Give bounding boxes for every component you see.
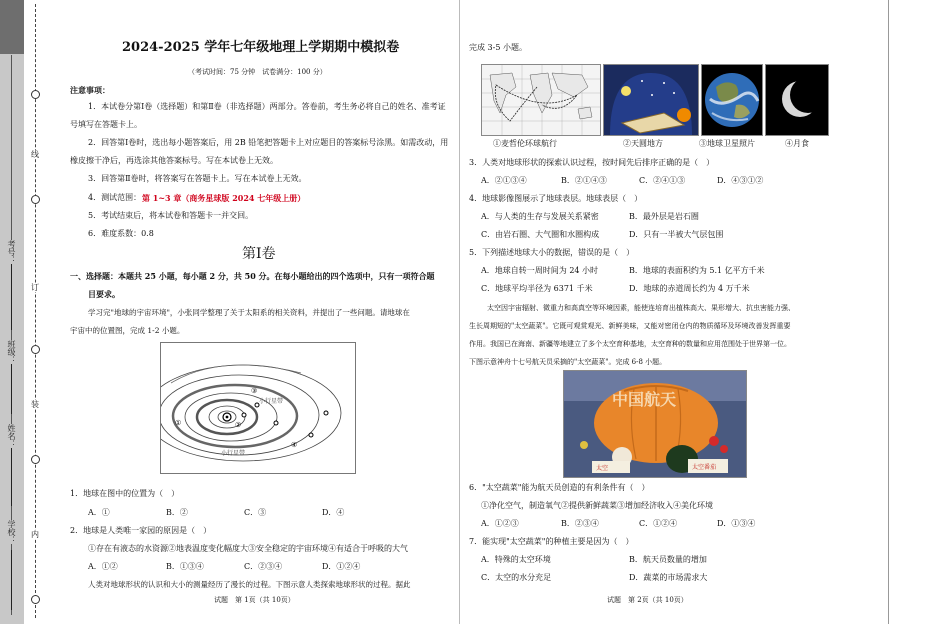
question-1: 1．地球在图中的位置为（ ）: [70, 489, 180, 498]
planet-marker: [242, 413, 246, 417]
binding-ring: [31, 455, 40, 464]
q5-option[interactable]: A．地球自转一周时间为 24 小时: [481, 266, 599, 275]
solar-system-figure: [160, 342, 356, 474]
seal-char: 订: [31, 283, 39, 292]
q6-option[interactable]: B．②③④: [561, 519, 599, 528]
exam-number-label: 考号：: [7, 240, 16, 264]
q2-option[interactable]: B．①③④: [166, 562, 204, 571]
q5-option[interactable]: C．地球平均半径为 6371 千米: [481, 284, 593, 293]
q2-option[interactable]: D．①②④: [322, 562, 361, 571]
binding-ring: [31, 595, 40, 604]
q4-option[interactable]: C．由岩石圈、大气圈和水圈构成: [481, 230, 600, 239]
section-intro: 目要求。: [88, 289, 120, 299]
class-label: 班级：: [7, 340, 16, 364]
notice-line: 5．考试结束后，将本试卷和答题卡一并交回。: [88, 211, 254, 220]
seal-char: 线: [31, 150, 39, 159]
image-caption: ③地球卫星照片: [699, 139, 755, 148]
q6-option[interactable]: C．①②④: [639, 519, 678, 528]
produce-tag: 太空番茄: [692, 464, 717, 471]
fig-label: ②: [235, 421, 242, 429]
q1-option[interactable]: A．①: [88, 508, 110, 517]
earth-satellite-photo: [701, 64, 763, 136]
class-line: [11, 364, 12, 414]
fig-label: 小行星带: [259, 398, 284, 405]
image-caption: ①麦哲伦环球航行: [493, 139, 557, 148]
notice-line: 橡皮擦干净后，再选涂其他答案标号。写在本试卷上无效。: [70, 156, 278, 165]
q7-option[interactable]: C．太空的水分充足: [481, 573, 552, 582]
notice-line: 号填写在答题卡上。: [70, 120, 142, 129]
question-3: 3．人类对地球形状的探索认识过程，按时间先后排序正确的是（ ）: [469, 158, 715, 167]
passage-text: 宇宙中的位置图，完成 1-2 小题。: [70, 326, 185, 335]
q1-option[interactable]: B．②: [166, 508, 188, 517]
fig-label: ①: [175, 419, 182, 427]
q2-option[interactable]: A．①②: [88, 562, 118, 571]
notice-line: 6．难度系数：0.8: [88, 229, 154, 238]
q1-option[interactable]: D．④: [322, 508, 345, 517]
q7-option[interactable]: A．特殊的太空环境: [481, 555, 551, 564]
passage-text: 学习完"地球的宇宙环境"，小张同学整理了关于太阳系的相关资料，并提出了一些问题。请地球在: [88, 308, 410, 317]
page-footer: 试题 第 1页（共 10页）: [214, 596, 295, 604]
passage-text: 太空因宇宙辐射、微重力和高真空等环境因素，能使连培育出植株高大、果形增大、抗虫害能力强、: [487, 304, 795, 312]
pumpkin-carving-text: 中国航天: [612, 390, 677, 409]
question-5: 5．下列描述地球大小的数据，错误的是（ ）: [469, 248, 635, 257]
q3-option[interactable]: A．②①③④: [481, 176, 527, 185]
q2-stem: ①存在有液态的水资源②地表温度变化幅度大③安全稳定的宇宙环境④有适合于呼吸的大气: [88, 544, 408, 553]
q2-option[interactable]: C．②③④: [244, 562, 283, 571]
test-scope: 第 1~3 章（商务星球版 2024 七年级上册）: [142, 193, 306, 203]
q4-option[interactable]: B．最外层是岩石圈: [629, 212, 699, 221]
name-label: 姓名：: [7, 424, 16, 448]
section-title: 第Ⅰ卷: [242, 246, 276, 262]
section-intro: 一、选择题：本题共 25 小题，每小题 2 分，共 50 分。在每小题给出的四个选项中，只有一项符合题: [70, 271, 435, 281]
question-7: 7．能实现"太空蔬菜"的种植主要是因为（ ）: [469, 537, 634, 546]
exam-number-line: [11, 264, 12, 330]
produce-tag: 太空: [596, 465, 609, 472]
q3-option[interactable]: B．②①④③: [561, 176, 607, 185]
notice-line: 1．本试卷分第Ⅰ卷（选择题）和第Ⅱ卷（非选择题）两部分。答卷前，考生务必将自己的姓名、准考证: [88, 102, 446, 111]
seal-char: 内: [31, 530, 39, 539]
round-sky-square-earth-image: [603, 64, 699, 136]
passage-text: 作用。我国已在海南、新疆等地建立了多个太空育种基地，太空育种的数量和应用范围处于世界第一位。: [469, 340, 791, 348]
q5-option[interactable]: D．地球的赤道周长约为 4 万千米: [629, 284, 750, 293]
question-4: 4．地球影像图展示了地球表层。地球表层（ ）: [469, 194, 643, 203]
lead-text: 完成 3-5 小题。: [469, 43, 527, 52]
q7-option[interactable]: B．航天员数量的增加: [629, 555, 707, 564]
seal-char: 装: [31, 400, 39, 409]
q1-option[interactable]: C．③: [244, 508, 267, 517]
name-line: [11, 448, 12, 506]
binding-ring: [31, 195, 40, 204]
question-2: 2．地球是人类唯一家园的原因是（ ）: [70, 526, 212, 535]
q3-option[interactable]: D．④③①②: [717, 176, 764, 185]
q7-option[interactable]: D．蔬菜的市场需求大: [629, 573, 708, 582]
q6-option[interactable]: A．①②③: [481, 519, 519, 528]
q4-option[interactable]: A．与人类的生存与发展关系紧密: [481, 212, 599, 221]
school-label: 学校：: [7, 520, 16, 544]
page-divider: [459, 0, 460, 624]
notice-line: 3．回答第Ⅱ卷时，将答案写在答题卡上。写在本试卷上无效。: [88, 174, 307, 183]
notice-heading: 注意事项：: [70, 85, 110, 95]
question-6: 6．"太空蔬菜"能为航天员创造的有利条件有（ ）: [469, 483, 650, 492]
q6-option[interactable]: D．①③④: [717, 519, 756, 528]
image-caption: ②天圆地方: [623, 139, 663, 148]
planet-marker: [274, 421, 278, 425]
solar-system-diagram: [161, 343, 355, 473]
school-line: [11, 550, 12, 610]
fig-label: ④: [291, 441, 298, 449]
image-caption: ④月食: [785, 139, 809, 148]
planet-marker: [309, 433, 313, 437]
planet-marker: [324, 411, 328, 415]
magellan-voyage-map: [481, 64, 601, 136]
passage-text: 人类对地球形状的认识和大小的测量经历了漫长的过程。下图示意人类探索地球形状的过程。据此: [88, 580, 411, 589]
space-vegetable-photo: [563, 370, 747, 478]
q6-stem: ①净化空气，制造氧气②提供新鲜蔬菜③增加经济收入④美化环境: [481, 501, 713, 510]
binding-ring: [31, 90, 40, 99]
passage-text: 生长周期短的"太空蔬菜"。它既可观赏观光、新鲜美味，又能对密闭仓内的物质循环及环境改善发挥重要: [469, 322, 791, 330]
page-right-edge: [888, 0, 889, 624]
q4-option[interactable]: D．只有一半被大气层包围: [629, 230, 724, 239]
page-footer: 试题 第 2页（共 10页）: [607, 596, 688, 604]
exam-meta: （考试时间：75 分钟 试卷满分：100 分）: [188, 68, 327, 76]
notice-line: 4．测试范围：: [88, 193, 142, 202]
q3-option[interactable]: C．②④①③: [639, 176, 686, 185]
lunar-eclipse-photo: [765, 64, 829, 136]
notice-line: 2．回答第Ⅰ卷时，选出每小题答案后，用 2B 铅笔把答题卡上对应题目的答案标号涂黑。如需改动，用: [88, 138, 449, 147]
fig-label: ③: [251, 387, 258, 395]
q5-option[interactable]: B．地球的表面积约为 5.1 亿平方千米: [629, 266, 765, 275]
fig-label: 小行星带: [221, 450, 246, 457]
binding-ring: [31, 345, 40, 354]
passage-text: 下图示意神舟十七号航天员采摘的"太空蔬菜"。完成 6-8 小题。: [469, 358, 667, 366]
exam-title: 2024-2025 学年七年级地理上学期期中模拟卷: [122, 40, 400, 55]
